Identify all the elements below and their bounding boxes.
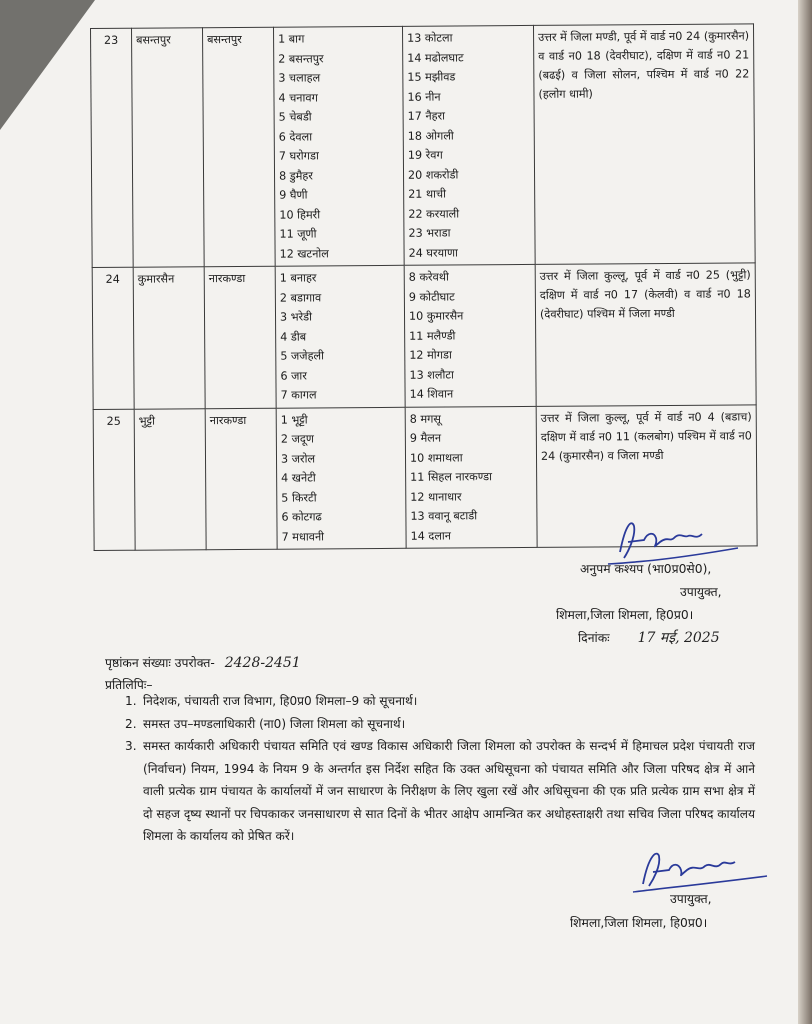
village-item: 21 थाची [408,187,447,201]
copy-item-number: 2. [125,716,137,731]
copy-item [105,713,755,736]
ward-name: भुट्टी [134,408,206,550]
village-item: 3 जरोल [280,451,316,466]
village-item: 22 करयाली [408,206,460,221]
ward-name: कुमारसैन [133,267,205,409]
copy-item-text: समस्त उप–मण्डलाधिकारी (ना0) जिला शिमला को सूचनार्थ। [143,716,406,731]
village-item: 5 जजेहली [280,349,325,363]
village-item: 11 सिहल नारकण्डा [410,470,493,484]
date-label: दिनांकः [578,631,610,645]
block-name: बसन्तपुर [203,27,276,266]
village-list [404,264,536,406]
village-item: 6 कोटगढ [281,510,322,524]
signatory-designation: उपायुक्त, [680,585,722,599]
closing-designation: उपायुक्त, [670,892,712,906]
village-item: 2 जदूण [280,432,314,446]
copy-item [105,690,755,713]
signatory-office: शिमला,जिला शिमला, हि0प्र0। [556,608,694,622]
village-item: 9 कोटीघाट [408,289,455,304]
village-item: 16 नीन [407,90,441,104]
village-item: 10 कुमारसैन [408,309,464,323]
folded-corner [0,0,95,130]
copy-item [105,735,755,848]
village-item: 13 शलौटा [409,367,454,382]
village-item: 23 भराडा [408,226,451,240]
ward-boundary: उत्तर में जिला कुल्लू, पूर्व में वार्ड न0 25 (भुट्टी) दक्षिण में वार्ड न0 17 (केलवी) व वार्ड न0 18 (देवरीघाट) पश्चिम में जिला मण्डी [535,263,756,406]
copy-list [105,690,755,848]
village-list [276,407,406,549]
village-item: 9 मैलन [409,431,442,445]
village-item: 1 बनाहर [279,271,317,285]
village-item: 3 भरेडी [279,310,313,324]
village-item: 19 रेवग [407,148,443,162]
village-item: 13 कोटला [407,31,453,45]
table-row [91,24,756,268]
village-item: 7 कागल [280,388,317,402]
ward-table [90,23,758,551]
village-item: 12 मोगडा [409,348,452,362]
endorsement-line [105,654,301,671]
endorsement-label: पृष्ठांकन संख्याः उपरोक्त- [105,656,215,670]
village-list [402,25,535,265]
ward-boundary: उत्तर में जिला मण्डी, पूर्व में वार्ड न0 24 (कुमारसैन) व वार्ड न0 18 (देवरीघाट), दक्षिण में वार्ड न0 21 (बढई) व जिला सोलन, पश्चिम में वार्ड न0 22 (हलोग धामी) [533,24,755,265]
date-value: 17 मई, 2025 [637,630,720,646]
village-item: 11 जूणी [279,227,317,241]
endorsement-number: 2428-2451 [224,655,301,671]
village-item: 2 बडागाव [279,290,322,305]
copy-item-number: 3. [125,739,137,753]
ward-name: बसन्तपुर [132,28,205,267]
village-item: 15 मझीवड [407,70,456,84]
village-item: 20 शकरोडी [407,167,459,182]
village-list [405,406,537,548]
copy-to-label: प्रतिलिपिः– [105,678,153,692]
village-item: 9 घैणी [279,188,308,202]
village-item: 4 चनावग [278,90,318,105]
village-item: 5 किरटी [281,490,317,505]
village-item: 6 जार [280,368,307,383]
block-name: नारकण्डा [204,266,276,408]
village-item: 12 खटनोल [279,246,329,261]
village-item: 8 करेवथी [408,270,449,284]
village-item: 8 डुमैहर [278,168,313,183]
village-item: 1 बाग [278,32,305,46]
village-item: 10 हिमरी [279,207,321,222]
village-item: 17 नैहरा [407,109,446,123]
village-item: 6 देवला [278,129,313,144]
village-item: 12 थानाधार [410,489,462,504]
village-item: 11 मलैण्डी [409,328,456,343]
page-edge [798,0,812,1024]
signatory-date [578,628,720,647]
table-row [92,263,756,409]
copy-item-number: 1. [125,694,137,708]
village-item: 3 चलाहल [278,71,321,85]
copy-item-text: समस्त कार्यकारी अधिकारी पंचायत समिति एवं खण्ड विकास अधिकारी जिला शिमला को उपरोक्त के सन्दर्भ में हिमाचल प्रदेश पंचायती राज (निर्वाचन) नियम, 1994 के नियम 9 के अन्तर्गत इस निर्देश सहित कि उक्त अधिसूचना को पंचायत समिति और जिला परिषद क्षेत्र में आने वाली प्रत्येक ग्राम पंचायत के कार्यालयों में जन साधारण के निरीक्षण के लिए खुला रखें और अधिसूचना की एक प्रति प्रत्येक ग्राम सभा क्षेत्र में दो सहज दृष्य स्थानों पर चिपकाकर जनसाधारण से सात दिनों के भीतर आक्षेप आमन्त्रित कर अधोहस्ताक्षरी तथा सचिव जिला परिषद कार्यालय शिमला के कार्यालय को प्रेषित करें। [143,739,755,843]
village-item: 8 मगसू [409,412,442,426]
village-item: 1 भूट्टी [280,412,308,427]
ward-number: 25 [93,409,135,551]
village-item: 7 मधावनी [281,529,325,544]
village-item: 4 खनेटी [281,471,316,485]
village-item: 2 बसन्तपुर [278,51,324,66]
village-list [275,265,405,407]
village-item: 18 ओगली [407,128,454,143]
closing-office: शिमला,जिला शिमला, हि0प्र0। [570,916,708,930]
village-item: 14 शिवान [409,387,454,401]
copy-item-text: निदेशक, पंचायती राज विभाग, हि0प्र0 शिमला–9 को सूचनार्थ। [143,694,418,708]
village-list [273,26,404,266]
village-item: 4 डीब [280,329,307,344]
village-item: 5 चेबडी [278,110,312,124]
signatory-name: अनुपम कश्यप (भा0प्र0से0), [580,562,712,576]
village-item: 13 ववानू बटाडी [410,509,478,523]
village-item: 14 मढोलघाट [407,50,464,65]
ward-boundary: उत्तर में जिला कुल्लू, पूर्व में वार्ड न0 4 (बडाच) दक्षिण में वार्ड न0 11 (कलबोग) पश्चिम में वार्ड न0 24 (कुमारसैन) व जिला मण्डी [536,404,757,547]
village-item: 24 घरयाणा [408,245,458,260]
village-item: 7 घरोगडा [278,149,319,163]
block-name: नारकण्डा [205,408,277,550]
village-item: 14 दलान [410,528,452,543]
ward-number: 23 [91,28,134,267]
village-item: 10 शमाथला [409,450,463,465]
ward-number: 24 [92,267,134,409]
